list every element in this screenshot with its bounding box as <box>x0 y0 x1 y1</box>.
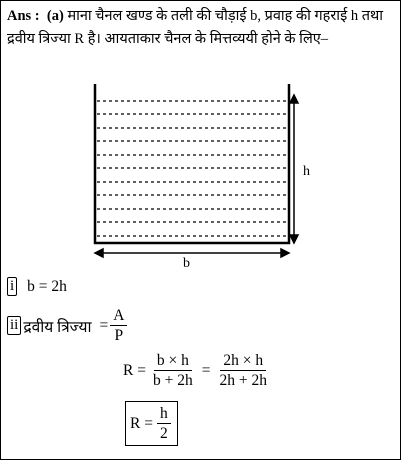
var-R: R <box>74 31 85 47</box>
width-label: b <box>183 256 190 271</box>
result-numerator: h <box>157 404 171 424</box>
derivation-equation <box>123 351 272 390</box>
channel-walls <box>95 84 289 243</box>
step-1-equation: b = 2h <box>27 277 67 295</box>
derivation-fraction-2 <box>216 351 270 390</box>
fraction-1-numerator: b × h <box>154 351 192 371</box>
result-lhs: R = <box>130 414 153 432</box>
width-dimension <box>95 249 289 257</box>
height-label: h <box>303 164 310 179</box>
var-h: h <box>350 8 359 24</box>
derivation-fraction-1 <box>150 351 196 390</box>
part-label: (a) <box>46 8 64 24</box>
ans-label: Ans : <box>7 8 40 24</box>
fraction-2-numerator: 2h × h <box>220 351 266 371</box>
result-fraction <box>157 404 171 443</box>
intro-text-3: तथा द्रवीय त्रिज्या <box>7 8 383 47</box>
intro-text-1: माना चैनल खण्ड के तली की चौड़ाई <box>67 8 251 24</box>
fraction-numerator: A <box>110 306 127 326</box>
derivation-lhs: R = <box>123 361 146 379</box>
result-denominator: 2 <box>159 425 168 442</box>
var-b: b <box>250 8 258 24</box>
area-over-perimeter-fraction <box>110 306 127 345</box>
channel-diagram <box>1 1 401 461</box>
step-1-roman: i <box>7 277 17 296</box>
step-2 <box>7 306 129 345</box>
height-dimension <box>290 95 298 243</box>
water-lines <box>97 101 286 236</box>
intro-text-2: , प्रवाह की गहराई <box>257 8 351 24</box>
intro-text-4: है। आयताकार चैनल के मित्तव्ययी होने के लिए– <box>84 31 329 47</box>
step-1 <box>7 277 67 296</box>
derivation-equals: = <box>201 361 211 379</box>
result-box <box>125 401 178 446</box>
step-2-roman: ii <box>7 316 21 335</box>
fraction-1-denominator: b + 2h <box>152 372 193 389</box>
fraction-denominator: P <box>114 327 124 344</box>
fraction-2-denominator: 2h + 2h <box>219 372 267 389</box>
step-2-label: द्रवीय त्रिज्या <box>23 318 92 336</box>
step-2-equals: = <box>99 316 109 334</box>
